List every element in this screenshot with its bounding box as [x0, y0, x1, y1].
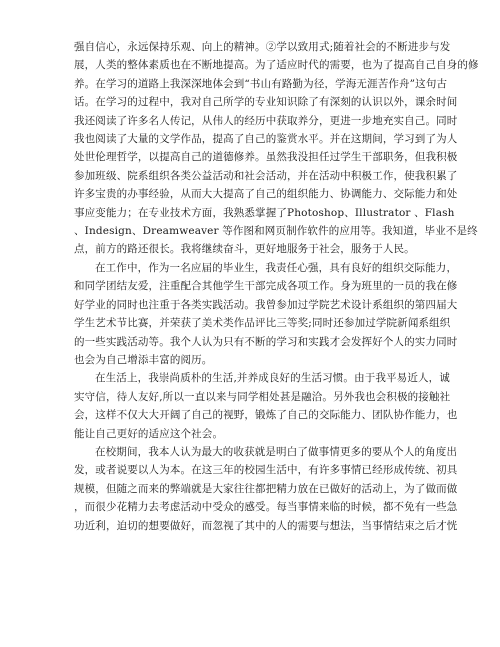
text-line: 、Indesign、Dreamweaver 等作图和网页制作软件的应用等。我知道，毕业不是终: [74, 225, 478, 238]
text-line: 在生活上，我崇尚质朴的生活,并养成良好的生活习惯。由于我平易近人，诚: [95, 372, 450, 385]
paragraph-4: [74, 443, 458, 535]
paragraph-3: [74, 369, 458, 443]
text-line: 处世伦理哲学，以提高自己的道德修养。虽然我没担任过学生干部职务，但我积极: [74, 151, 458, 164]
text-line: 实守信，待人友好,所以一直以来与同学相处甚是融洽。另外我也会积极的接触社: [74, 390, 451, 403]
text-line: 也会为自己增添丰富的阅历。: [74, 353, 213, 366]
text-line: 我还阅读了许多名人传记，从伟人的经历中获取养分，更进一步地充实自己。同时: [74, 114, 458, 127]
text-line: 和同学团结友爱，注重配合其他学生干部完成各项工作。身为班里的一员的我在修: [74, 280, 458, 293]
text-line: 参加班级、院系组织各类公益活动和社会活动，并在活动中积极工作，使我积累了: [74, 169, 458, 182]
text-line: 点，前方的路还很长。我将继续奋斗，更好地服务于社会，服务于人民。: [74, 243, 415, 256]
text-line: 会，这样不仅大大开阔了自己的视野，锻炼了自己的交际能力、团队协作能力，也: [74, 409, 458, 422]
text-line: 的一些实践活动等。我个人认为只有不断的学习和实践才会发挥好个人的实力同时: [74, 335, 458, 348]
text-line: 养。在学习的道路上我深深地体会到“书山有路勤为径，学海无涯苦作舟”这句古: [74, 77, 448, 90]
text-line: 展，人类的整体素质也在不断地提高。为了适应时代的需要，也为了提高自己自身的修: [74, 59, 479, 72]
text-line: 许多宝贵的办事经验，从而大大提高了自己的组织能力、协调能力、交际能力和处: [74, 188, 458, 201]
text-line: 强自信心，永远保持乐观、向上的精神。②学以致用式;随着社会的不断进步与发: [74, 41, 451, 53]
text-line: 规模，但随之而来的弊端就是大家往往都把精力放在已做好的活动上，为了做而做: [74, 482, 458, 495]
paragraph-2: [74, 259, 458, 369]
text-line: 功近利，迫切的想要做好，而忽视了其中的人的需要与想法，当事情结束之后才恍: [74, 519, 458, 532]
text-line: 事应变能力；在专业技术方面，我熟悉掌握了Photoshop、Illustrator 、Flash: [74, 206, 455, 219]
text-line: ，而很少花精力去考虑活动中受众的感受。每当事情来临的时候，都不免有一些急: [74, 501, 458, 514]
text-line: 好学业的同时也注重于各类实践活动。我曾参加过学院艺术设计系组织的第四届大: [74, 298, 458, 311]
text-line: 在工作中，作为一名应届的毕业生，我责任心强，具有良好的组织交际能力，: [95, 261, 458, 274]
text-line: 在校期间，我本人认为最大的收获就是明白了做事情更多的要从个人的角度出: [95, 445, 458, 458]
text-line: 话。在学习的过程中，我对自己所学的专业知识除了有深刻的认识以外，课余时间: [74, 96, 458, 109]
text-line: 学生艺术节比赛，并荣获了美术类作品评比三等奖;同时还参加过学院新闻系组织: [74, 317, 451, 330]
text-line: 发，或者说要以人为本。在这三年的校园生活中，有许多事情已经形成传统、初具: [74, 464, 458, 477]
text-line: 能让自己更好的适应这个社会。: [74, 427, 224, 440]
paragraph-1: [74, 38, 479, 259]
text-line: 我也阅读了大量的文学作品，提高了自己的鉴赏水平。并在这期间，学习到了为人: [74, 133, 458, 146]
